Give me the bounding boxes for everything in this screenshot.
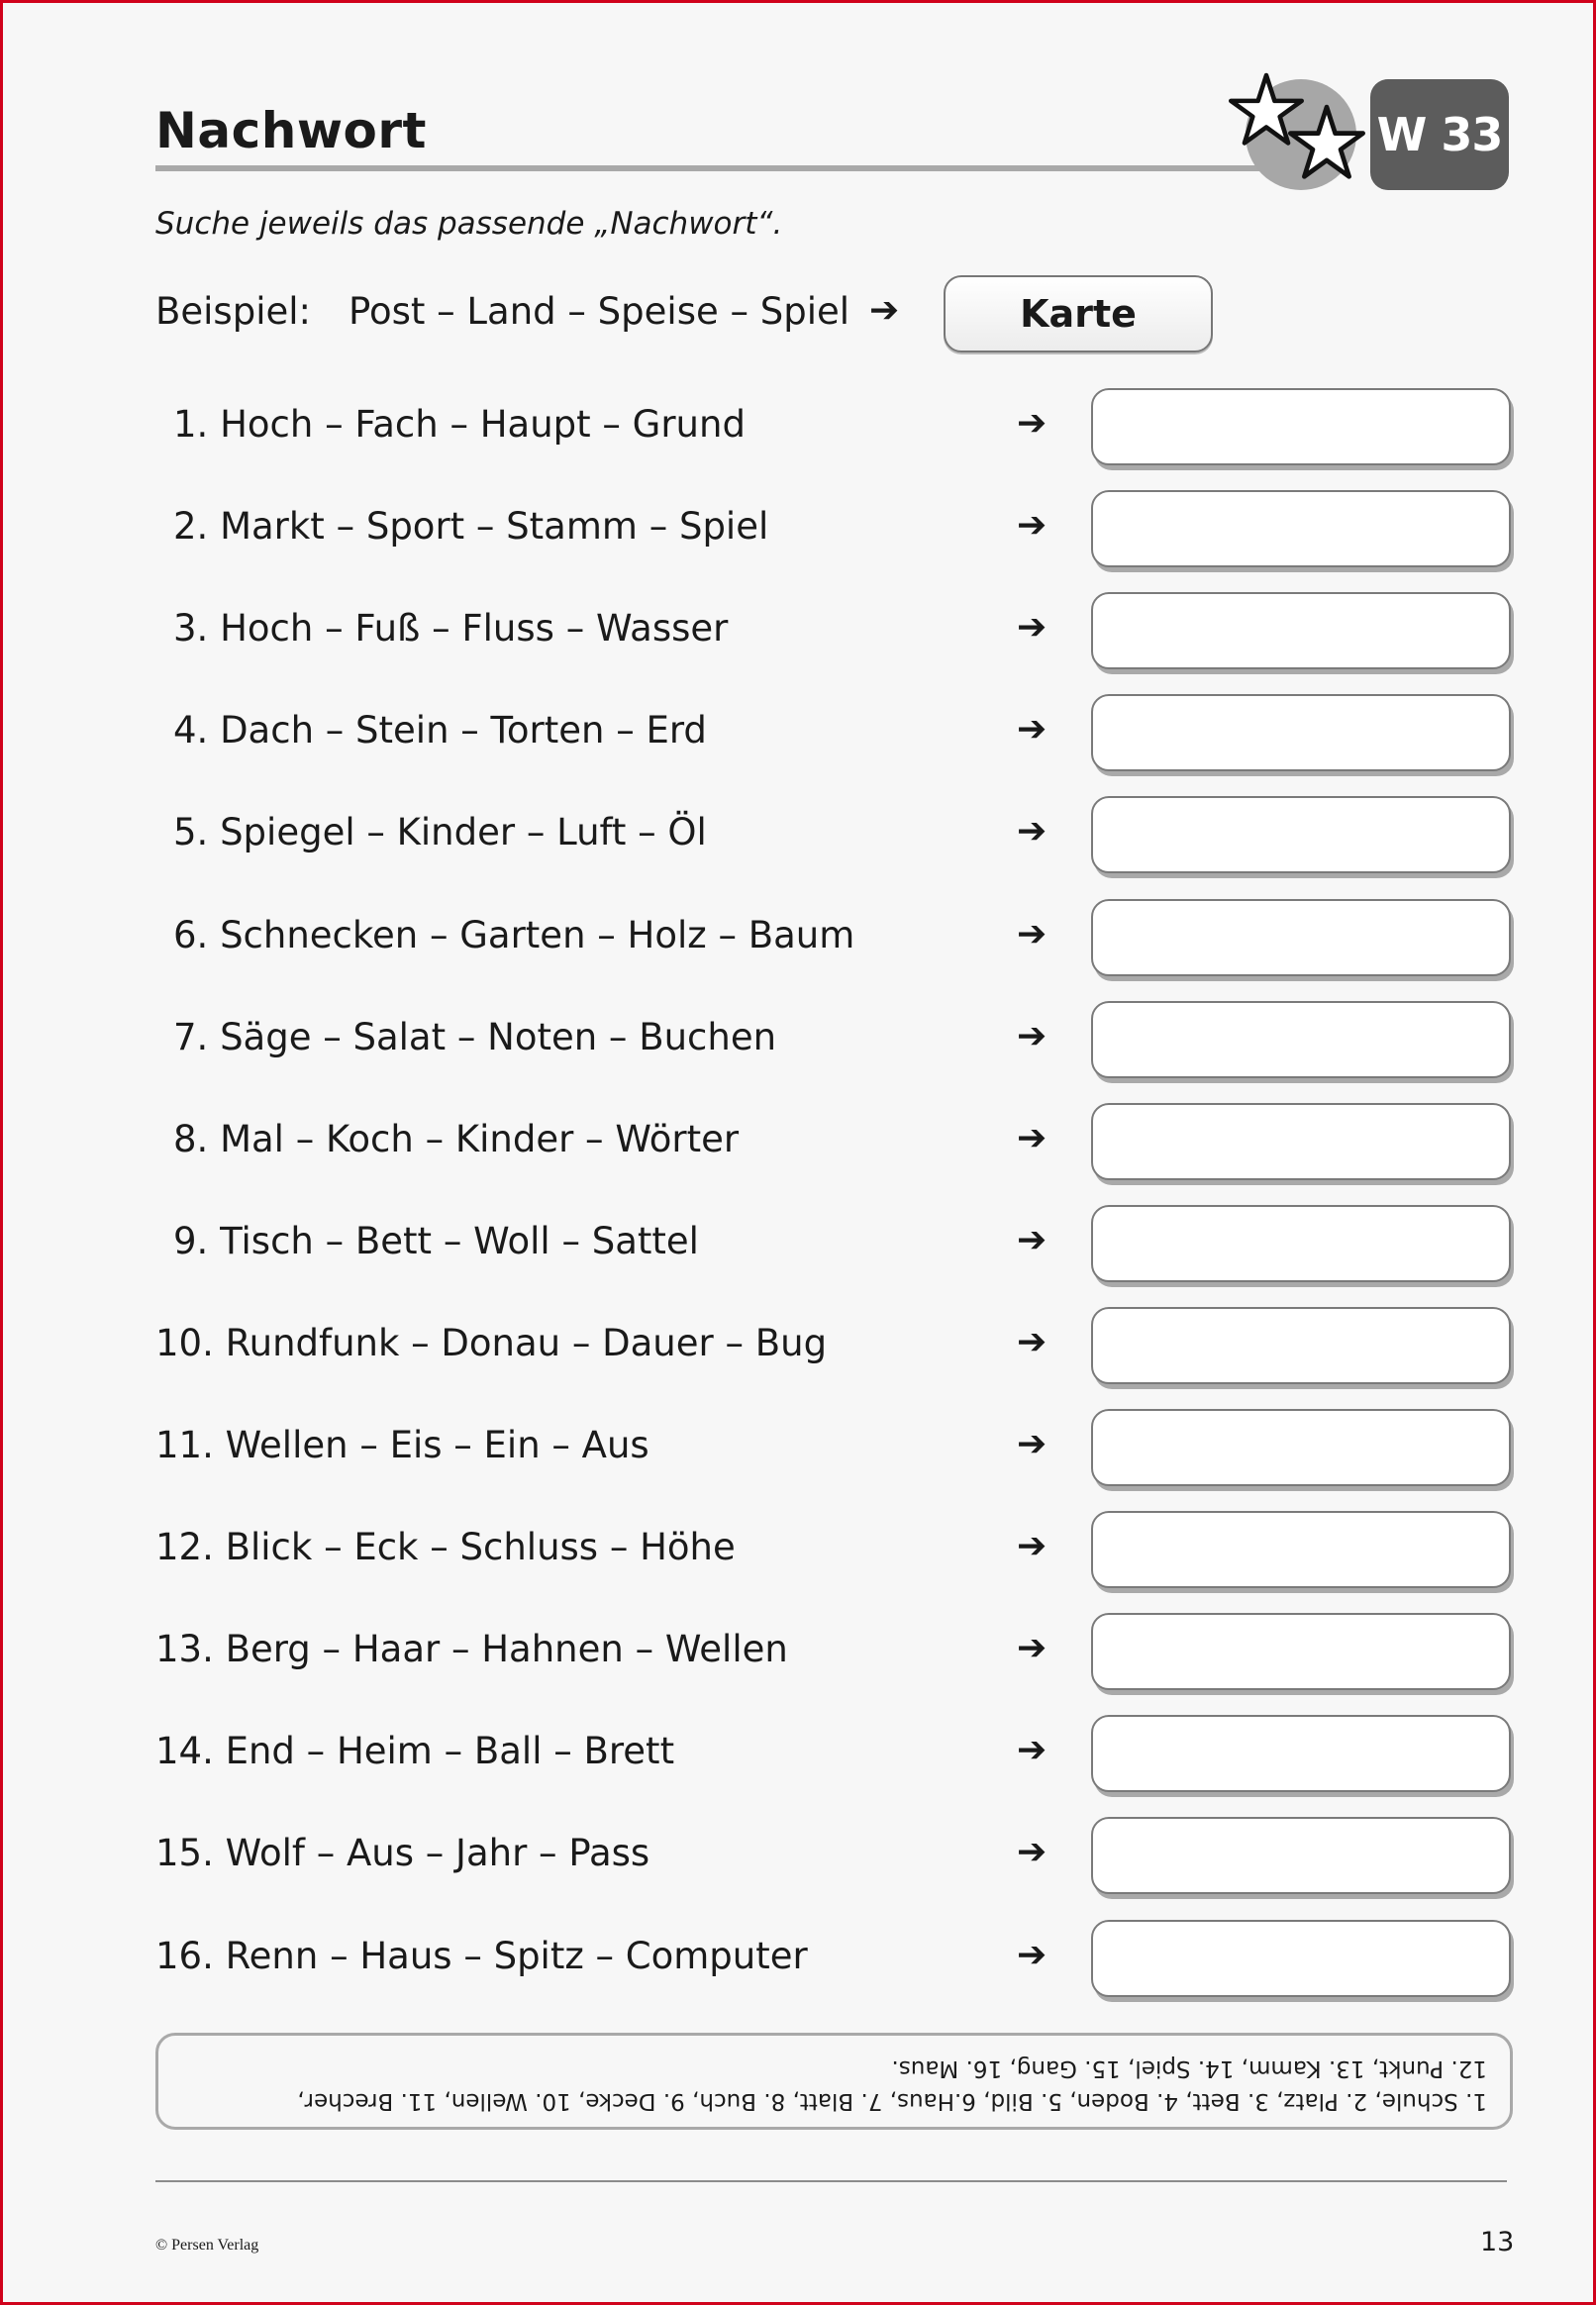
arrow-icon: ➔ [1017,811,1047,852]
arrow-icon: ➔ [1017,1628,1047,1668]
exercise-row [3,490,1593,569]
exercise-row [3,1715,1593,1794]
star-icon [1288,104,1365,181]
exercise-words: 14. End – Heim – Ball – Brett [155,1730,675,1772]
exercise-words: 4. Dach – Stein – Torten – Erd [173,709,707,752]
worksheet-badge: W 33 [1370,79,1509,190]
answer-box[interactable] [1091,1409,1511,1486]
exercise-words: 7. Säge – Salat – Noten – Buchen [173,1016,777,1058]
exercise-words: 1. Hoch – Fach – Haupt – Grund [173,403,746,446]
exercise-words: 13. Berg – Haar – Hahnen – Wellen [155,1628,788,1670]
exercise-row [3,1613,1593,1692]
answer-box[interactable] [1091,1817,1511,1894]
solutions-line: 1. Schule, 2. Platz, 3. Bett, 4. Boden, 5. Bild, 6.Haus, 7. Blatt, 8. Buch, 9. Decke, 10. Wellen, 11. Brecher, [297,2088,1487,2114]
arrow-icon: ➔ [1017,1935,1047,1975]
answer-box[interactable] [1091,388,1511,465]
arrow-icon: ➔ [1017,709,1047,750]
answer-box[interactable] [1091,1511,1511,1588]
answer-box[interactable] [1091,694,1511,771]
arrow-icon: ➔ [1017,1832,1047,1872]
answer-box[interactable] [1091,1307,1511,1384]
answer-box[interactable] [1091,1920,1511,1997]
exercise-words: 16. Renn – Haus – Spitz – Computer [155,1935,808,1977]
exercise-row [3,1103,1593,1182]
exercise-words: 2. Markt – Sport – Stamm – Spiel [173,505,769,548]
exercise-row [3,592,1593,671]
exercise-words: 8. Mal – Koch – Kinder – Wörter [173,1118,740,1160]
solutions-line: 12. Punkt, 13. Kamm, 14. Spiel, 15. Gang, 16. Maus. [891,2055,1487,2081]
exercise-words: 10. Rundfunk – Donau – Dauer – Bug [155,1322,828,1364]
answer-box[interactable] [1091,1205,1511,1282]
exercise-row [3,1817,1593,1896]
solutions-text [182,2048,1487,2117]
exercise-row [3,1409,1593,1488]
exercise-row [3,899,1593,978]
arrow-icon: ➔ [1017,1118,1047,1158]
solutions-box [155,2033,1513,2130]
arrow-icon: ➔ [1017,607,1047,648]
page-number: 13 [1480,2227,1515,2257]
footer-divider [155,2180,1507,2182]
answer-box[interactable] [1091,1715,1511,1792]
exercise-words: 6. Schnecken – Garten – Holz – Baum [173,914,855,956]
answer-box[interactable] [1091,1001,1511,1078]
exercise-row [3,1001,1593,1080]
answer-box[interactable] [1091,899,1511,976]
exercise-words: 3. Hoch – Fuß – Fluss – Wasser [173,607,729,650]
title-underline [155,165,1264,171]
answer-box[interactable] [1091,490,1511,567]
arrow-icon: ➔ [1017,505,1047,546]
exercise-row [3,694,1593,773]
exercise-row [3,1205,1593,1284]
exercise-words: 9. Tisch – Bett – Woll – Sattel [173,1220,699,1262]
arrow-icon: ➔ [1017,1220,1047,1260]
exercise-row [3,1511,1593,1590]
arrow-icon: ➔ [1017,1016,1047,1056]
arrow-icon: ➔ [1017,1526,1047,1566]
answer-box[interactable] [1091,1103,1511,1180]
instruction-text: Suche jeweils das passende „Nachwort“. [155,206,783,242]
answer-box[interactable] [1091,592,1511,669]
exercise-row [3,1920,1593,1999]
exercise-row [3,1307,1593,1386]
example-words: Post – Land – Speise – Spiel [349,290,850,333]
arrow-icon: ➔ [1017,403,1047,444]
exercise-words: 5. Spiegel – Kinder – Luft – Öl [173,811,707,853]
exercise-row [3,796,1593,875]
page-title: Nachwort [155,102,427,159]
example-answer-box: Karte [944,275,1213,352]
arrow-icon: ➔ [1017,1322,1047,1362]
arrow-icon: ➔ [1017,1424,1047,1464]
arrow-icon: ➔ [1017,1730,1047,1770]
answer-box[interactable] [1091,796,1511,873]
example-label: Beispiel: [155,290,311,333]
copyright-text: © Persen Verlag [155,2237,259,2254]
arrow-icon: ➔ [1017,914,1047,954]
arrow-icon: ➔ [869,290,900,331]
exercise-row [3,388,1593,467]
exercise-words: 15. Wolf – Aus – Jahr – Pass [155,1832,650,1874]
exercise-words: 11. Wellen – Eis – Ein – Aus [155,1424,649,1466]
exercise-words: 12. Blick – Eck – Schluss – Höhe [155,1526,736,1568]
answer-box[interactable] [1091,1613,1511,1690]
